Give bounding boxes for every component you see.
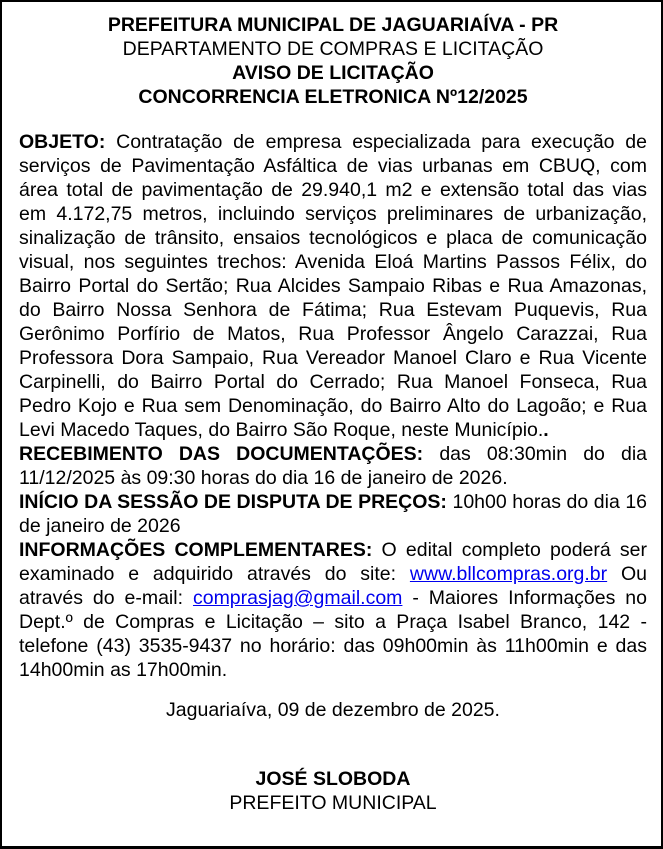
informacoes-label: INFORMAÇÕES COMPLEMENTARES: [19,539,373,561]
header-line-department: DEPARTAMENTO DE COMPRAS E LICITAÇÃO [122,38,544,60]
header-line-notice-type: AVISO DE LICITAÇÃO [232,62,434,84]
objeto-label: OBJETO: [19,131,106,153]
recebimento-paragraph [19,442,647,490]
header-line-entity: PREFEITURA MUNICIPAL DE JAGUARIAÍVA - PR [107,14,559,36]
informacoes-text-before-site: O edital completo poderá ser examinado e adquirido através do site: [19,539,648,585]
signature-title: PREFEITO MUNICIPAL [229,792,437,814]
inicio-text: 10h00 horas do dia 16 de janeiro de 2026 [19,491,648,537]
informacoes-paragraph [19,538,647,682]
objeto-trailing-period: . [543,419,549,441]
recebimento-label: RECEBIMENTO DAS DOCUMENTAÇÕES: [19,443,424,465]
signature-name: JOSÉ SLOBODA [255,768,411,790]
inicio-label: INÍCIO DA SESSÃO DE DISPUTA DE PREÇOS: [19,491,447,513]
signature-block [19,767,647,815]
objeto-text: Contratação de empresa especializada para execução de serviços de Pavimentação Asfáltica de vias urbanas em CBUQ, com área total de pavimentação de 29.940,1 m2 e extensão total das vias em 4.172,75 metros, incluindo serviços preliminares de urbanização, sinalização de trânsito, ensaios tecnológicos e placa de comunicação visual, nos seguintes trechos: Avenida Eloá Martins Passos Félix, do Bairro Portal do Sertão; Rua Alcides Sampaio Ribas e Rua Amazonas, do Bairro Nossa Senhora de Fátima; Rua Estevam Puquevis, Rua Gerônimo Porfírio de Matos, Rua Professor Ângelo Carazzai, Rua Professora Dora Sampaio, Rua Vereador Manoel Claro e Rua Vicente Carpinelli, do Bairro Portal do Cerrado; Rua Manoel Fonseca, Rua Pedro Kojo e Rua sem Denominação, do Bairro Alto do Lagoão; e Rua Levi Macedo Taques, do Bairro São Roque, neste Município. [19,131,647,441]
notice-header [19,13,647,109]
header-line-process-number: CONCORRENCIA ELETRONICA Nº12/2025 [138,86,528,108]
inicio-paragraph [19,490,647,538]
informacoes-text-between-links: Ou através do e-mail: [19,563,647,609]
site-link[interactable]: www.bllcompras.org.br [409,563,608,585]
date-line: Jaguariaíva, 09 de dezembro de 2025. [166,699,500,721]
email-link[interactable]: comprasjag@gmail.com [192,587,403,609]
recebimento-text: das 08:30min do dia 11/12/2025 às 09:30 horas do dia 16 de janeiro de 2026. [19,443,648,489]
objeto-paragraph [19,130,647,442]
informacoes-text-after-links: - Maiores Informações no Dept.º de Compras e Licitação – sito a Praça Isabel Branco, 142 - telefone (43) 3535-9437 no horário: das 09h00min às 11h00min e das 14h00min as 17h00min. [19,587,648,681]
